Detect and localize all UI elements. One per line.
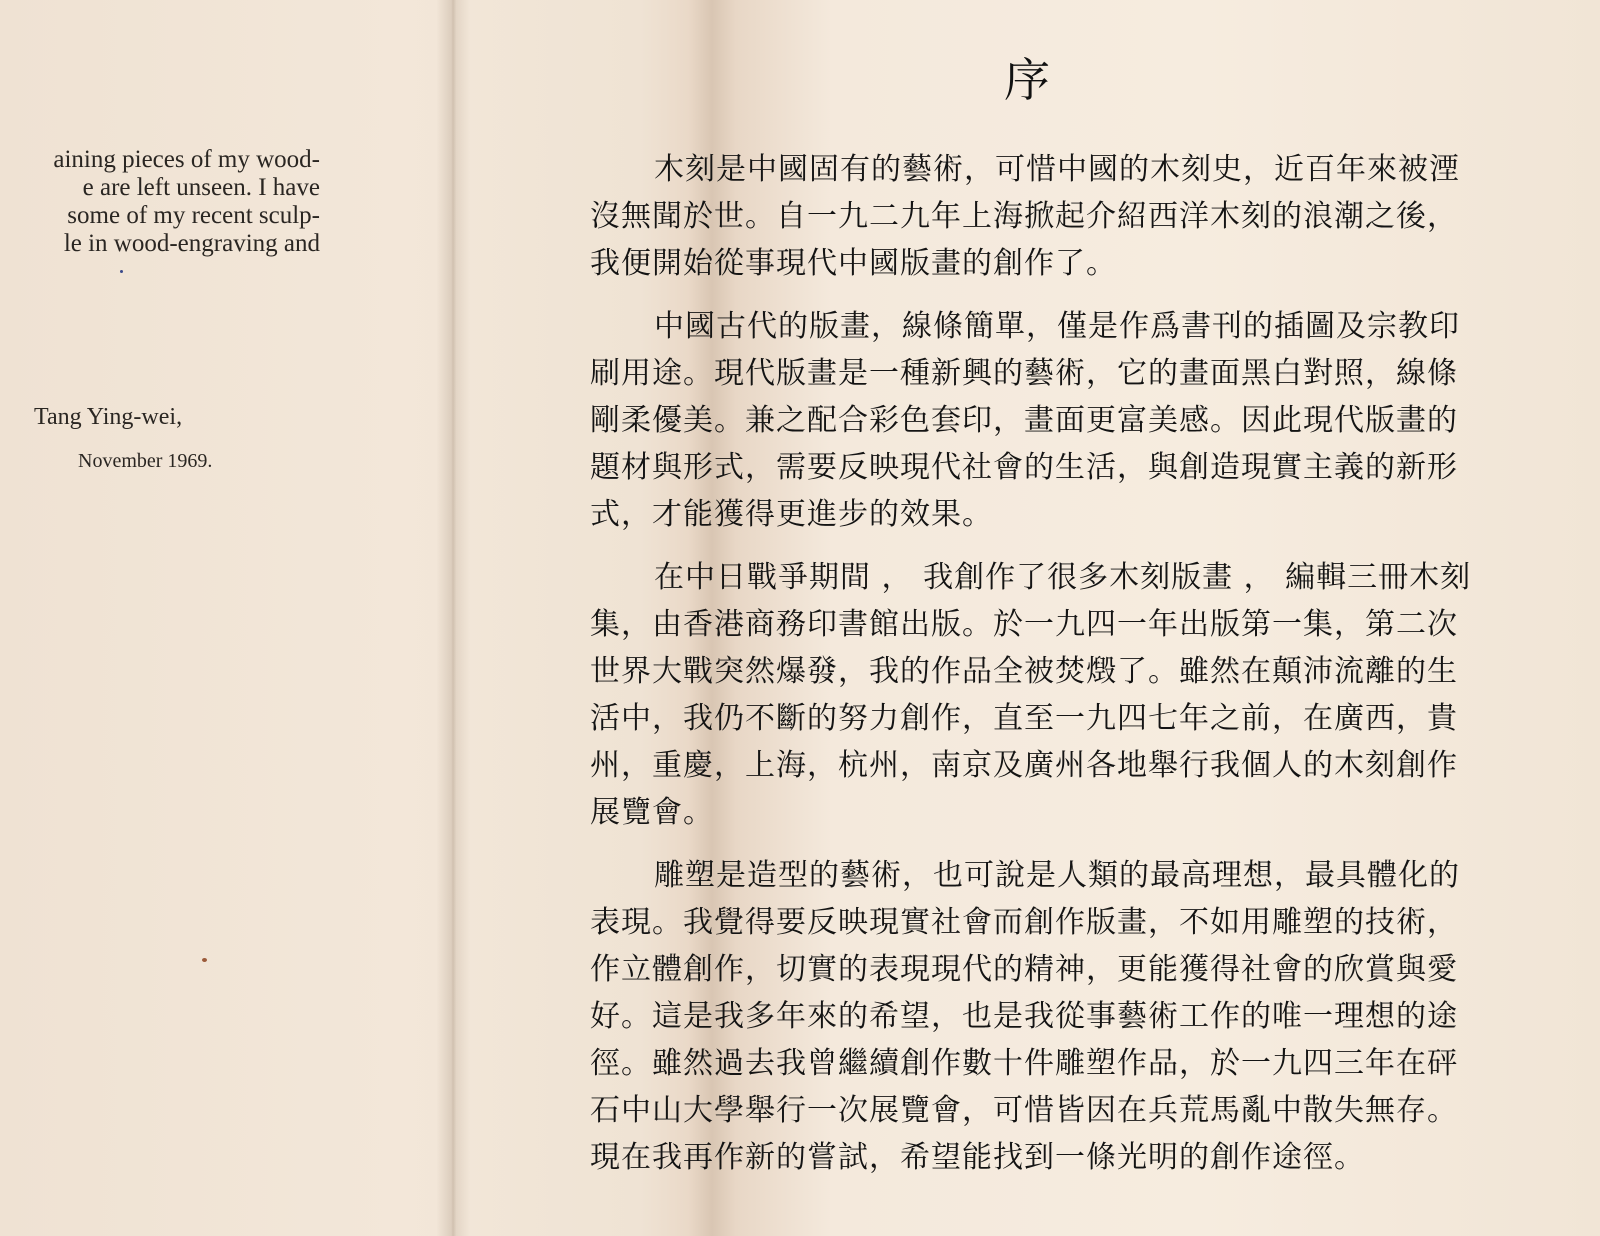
- paragraph-line: 活中，我仍不斷的努力創作，直至一九四七年之前，在廣西，貴: [590, 701, 1458, 736]
- english-line: e are left unseen. I have: [82, 174, 320, 201]
- paragraph-line: 在中日戰爭期間 ， 我創作了很多木刻版畫 ， 編輯三冊木刻: [654, 560, 1472, 595]
- paragraph-line: 作立體創作，切實的表現現代的精神，更能獲得社會的欣賞與愛: [590, 952, 1458, 987]
- paragraph-line: 徑。雖然過去我曾繼續創作數十件雕塑作品，於一九四三年在砰: [590, 1046, 1458, 1081]
- paragraph-1: [590, 146, 1510, 287]
- paragraph-3: [590, 554, 1510, 836]
- book-gutter: [436, 0, 470, 1236]
- right-page: [470, 0, 1600, 1236]
- paragraph-line: 表現。我覺得要反映現實社會而創作版畫，不如用雕塑的技術，: [590, 905, 1458, 940]
- english-text-block: [0, 146, 320, 258]
- paragraph-line: 現在我再作新的嘗試，希望能找到一條光明的創作途徑。: [590, 1140, 1365, 1175]
- english-line: some of my recent sculp-: [67, 202, 320, 229]
- paragraph-line: 式，才能獲得更進步的效果。: [590, 497, 993, 532]
- paragraph-line: 題材與形式，需要反映現代社會的生活，與創造現實主義的新形: [590, 450, 1458, 485]
- left-page: [0, 0, 448, 1236]
- page-title: 序: [1004, 53, 1050, 107]
- paragraph-line: 好。這是我多年來的希望，也是我從事藝術工作的唯一理想的途: [590, 999, 1458, 1034]
- paragraph-4: [590, 852, 1510, 1181]
- paragraph-line: 州，重慶，上海，杭州，南京及廣州各地舉行我個人的木刻創作: [590, 748, 1458, 783]
- signature-date: November 1969.: [78, 450, 213, 472]
- chinese-text-block: [590, 146, 1510, 1197]
- paragraph-line: 沒無聞於世。自一九二九年上海掀起介紹西洋木刻的浪潮之後，: [590, 199, 1458, 234]
- english-line: aining pieces of my wood-: [53, 146, 320, 173]
- paragraph-line: 石中山大學舉行一次展覽會，可惜皆因在兵荒馬亂中散失無存。: [590, 1093, 1458, 1128]
- english-line: le in wood-engraving and: [63, 230, 320, 257]
- signature-name: Tang Ying-wei,: [34, 404, 183, 430]
- paragraph-line: 中國古代的版畫，線條簡單，僅是作爲書刊的插圖及宗教印: [654, 309, 1460, 344]
- paragraph-line: 剛柔優美。兼之配合彩色套印，畫面更富美感。因此現代版畫的: [590, 403, 1458, 438]
- paragraph-line: 我便開始從事現代中國版畫的創作了。: [590, 246, 1117, 281]
- paragraph-line: 雕塑是造型的藝術，也可說是人類的最高理想，最具體化的: [654, 858, 1460, 893]
- ink-dot: [120, 270, 123, 273]
- paragraph-2: [590, 303, 1510, 538]
- paragraph-line: 展覽會。: [590, 795, 714, 830]
- paragraph-line: 集，由香港商務印書館出版。於一九四一年出版第一集，第二次: [590, 607, 1458, 642]
- paper-speck: [202, 958, 207, 962]
- paragraph-line: 刷用途。現代版畫是一種新興的藝術，它的畫面黑白對照，線條: [590, 356, 1458, 391]
- paragraph-line: 木刻是中國固有的藝術，可惜中國的木刻史，近百年來被湮: [654, 152, 1460, 187]
- paragraph-line: 世界大戰突然爆發，我的作品全被焚燬了。雖然在顛沛流離的生: [590, 654, 1458, 689]
